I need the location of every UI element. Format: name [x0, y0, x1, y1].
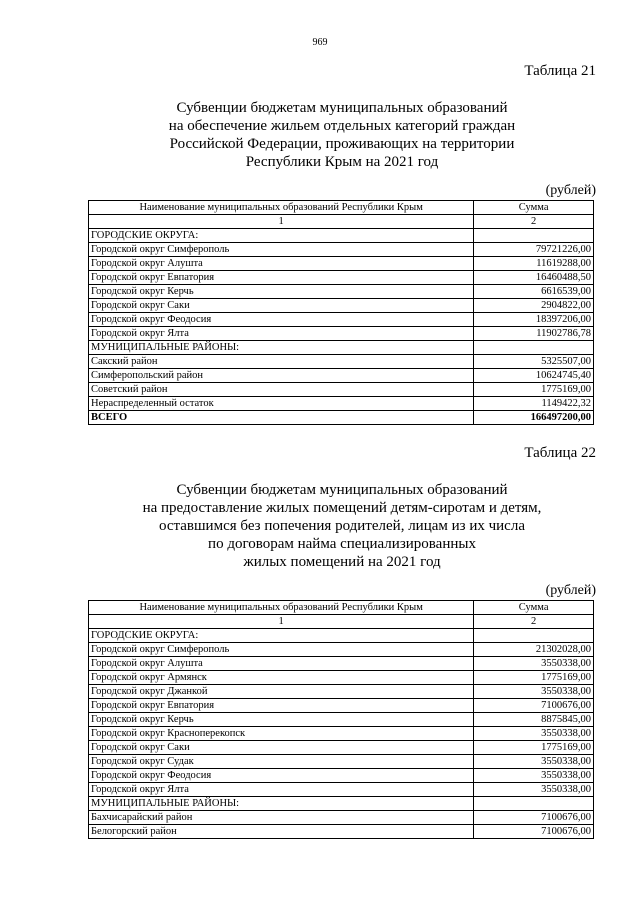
- row-sum: 21302028,00: [474, 643, 594, 657]
- total-sum: 166497200,00: [474, 411, 594, 425]
- row-name: Городской округ Феодосия: [89, 769, 474, 783]
- row-name: Нераспределенный остаток: [89, 397, 474, 411]
- row-name: Белогорский район: [89, 825, 474, 839]
- table-21-unit: (рублей): [545, 183, 596, 198]
- table-row: [89, 369, 594, 383]
- row-sum: 3550338,00: [474, 727, 594, 741]
- row-name: Городской округ Джанкой: [89, 685, 474, 699]
- table-row: [89, 285, 594, 299]
- table-row: [89, 383, 594, 397]
- table-row: [89, 313, 594, 327]
- table-row: [89, 397, 594, 411]
- total-label: ВСЕГО: [89, 411, 474, 425]
- table-row: [89, 811, 594, 825]
- table-row: [89, 783, 594, 797]
- table-row: [89, 299, 594, 313]
- row-name: Городской округ Саки: [89, 741, 474, 755]
- row-sum: 1149422,32: [474, 397, 594, 411]
- column-number: 2: [474, 215, 594, 229]
- row-sum: 3550338,00: [474, 783, 594, 797]
- title-line: жилых помещений на 2021 год: [243, 554, 441, 570]
- column-number: 1: [89, 615, 474, 629]
- table-row: [89, 699, 594, 713]
- row-name: Городской округ Симферополь: [89, 243, 474, 257]
- row-sum: 7100676,00: [474, 699, 594, 713]
- title-line: по договорам найма специализированных: [208, 536, 476, 552]
- row-name: Городской округ Саки: [89, 299, 474, 313]
- table-22-label: Таблица 22: [524, 445, 596, 461]
- table-row: [89, 271, 594, 285]
- column-number: 2: [474, 615, 594, 629]
- table-21-label: Таблица 21: [524, 63, 596, 79]
- row-name: Городской округ Ялта: [89, 327, 474, 341]
- row-name: МУНИЦИПАЛЬНЫЕ РАЙОНЫ:: [89, 341, 474, 355]
- table-row: [89, 713, 594, 727]
- header-sum: Сумма: [474, 601, 594, 615]
- row-name: Городской округ Симферополь: [89, 643, 474, 657]
- row-name: ГОРОДСКИЕ ОКРУГА:: [89, 229, 474, 243]
- row-name: Городской округ Керчь: [89, 285, 474, 299]
- row-sum: [474, 341, 594, 355]
- row-sum: 8875845,00: [474, 713, 594, 727]
- header-sum: Сумма: [474, 201, 594, 215]
- page-number: 969: [312, 37, 328, 48]
- total-row: [89, 411, 594, 425]
- row-sum: 10624745,40: [474, 369, 594, 383]
- row-name: Городской округ Евпатория: [89, 271, 474, 285]
- row-sum: 7100676,00: [474, 825, 594, 839]
- table-row: [89, 657, 594, 671]
- row-name: Городской округ Керчь: [89, 713, 474, 727]
- table-row: [89, 671, 594, 685]
- row-sum: [474, 629, 594, 643]
- row-sum: [474, 229, 594, 243]
- row-sum: 3550338,00: [474, 657, 594, 671]
- table-row: [89, 355, 594, 369]
- row-sum: 16460488,50: [474, 271, 594, 285]
- column-number-row: [89, 615, 594, 629]
- header-name: Наименование муниципальных образований Республики Крым: [89, 601, 474, 615]
- row-sum: 3550338,00: [474, 755, 594, 769]
- table-row: [89, 341, 594, 355]
- title-line: Республики Крым на 2021 год: [245, 154, 439, 170]
- row-sum: 3550338,00: [474, 769, 594, 783]
- table-22-unit: (рублей): [545, 583, 596, 598]
- row-sum: 1775169,00: [474, 671, 594, 685]
- title-line: Субвенции бюджетам муниципальных образований: [176, 100, 508, 116]
- row-sum: 3550338,00: [474, 685, 594, 699]
- title-line: на обеспечение жильем отдельных категорий граждан: [168, 118, 516, 134]
- row-sum: 2904822,00: [474, 299, 594, 313]
- row-name: Городской округ Армянск: [89, 671, 474, 685]
- row-sum: [474, 797, 594, 811]
- header-row: [89, 201, 594, 215]
- title-line: Российской Федерации, проживающих на территории: [169, 136, 515, 152]
- header-name: Наименование муниципальных образований Республики Крым: [89, 201, 474, 215]
- row-name: Бахчисарайский район: [89, 811, 474, 825]
- row-sum: 7100676,00: [474, 811, 594, 825]
- row-name: Городской округ Ялта: [89, 783, 474, 797]
- table-row: [89, 643, 594, 657]
- table-22: [88, 600, 594, 839]
- title-line: оставшимся без попечения родителей, лицам из их числа: [159, 518, 525, 534]
- table-row: [89, 257, 594, 271]
- title-line: Субвенции бюджетам муниципальных образований: [176, 482, 508, 498]
- table-21-title: [90, 99, 594, 171]
- row-name: ГОРОДСКИЕ ОКРУГА:: [89, 629, 474, 643]
- column-number: 1: [89, 215, 474, 229]
- table-row: [89, 769, 594, 783]
- row-name: Сакский район: [89, 355, 474, 369]
- table-row: [89, 229, 594, 243]
- table-row: [89, 327, 594, 341]
- table-row: [89, 797, 594, 811]
- row-sum: 6616539,00: [474, 285, 594, 299]
- table-row: [89, 629, 594, 643]
- row-name: Советский район: [89, 383, 474, 397]
- row-name: Городской округ Феодосия: [89, 313, 474, 327]
- row-sum: 1775169,00: [474, 741, 594, 755]
- table-22-title: [90, 481, 594, 571]
- row-name: МУНИЦИПАЛЬНЫЕ РАЙОНЫ:: [89, 797, 474, 811]
- row-name: Симферопольский район: [89, 369, 474, 383]
- table-21: [88, 200, 594, 425]
- table-row: [89, 825, 594, 839]
- row-sum: 11902786,78: [474, 327, 594, 341]
- row-name: Городской округ Судак: [89, 755, 474, 769]
- row-name: Городской округ Евпатория: [89, 699, 474, 713]
- row-sum: 5325507,00: [474, 355, 594, 369]
- column-number-row: [89, 215, 594, 229]
- row-name: Городской округ Алушта: [89, 657, 474, 671]
- header-row: [89, 601, 594, 615]
- row-sum: 1775169,00: [474, 383, 594, 397]
- table-row: [89, 755, 594, 769]
- row-sum: 18397206,00: [474, 313, 594, 327]
- table-row: [89, 741, 594, 755]
- row-name: Городской округ Красноперекопск: [89, 727, 474, 741]
- table-row: [89, 685, 594, 699]
- row-sum: 79721226,00: [474, 243, 594, 257]
- table-row: [89, 727, 594, 741]
- title-line: на предоставление жилых помещений детям-сиротам и детям,: [142, 500, 542, 516]
- row-name: Городской округ Алушта: [89, 257, 474, 271]
- row-sum: 11619288,00: [474, 257, 594, 271]
- table-row: [89, 243, 594, 257]
